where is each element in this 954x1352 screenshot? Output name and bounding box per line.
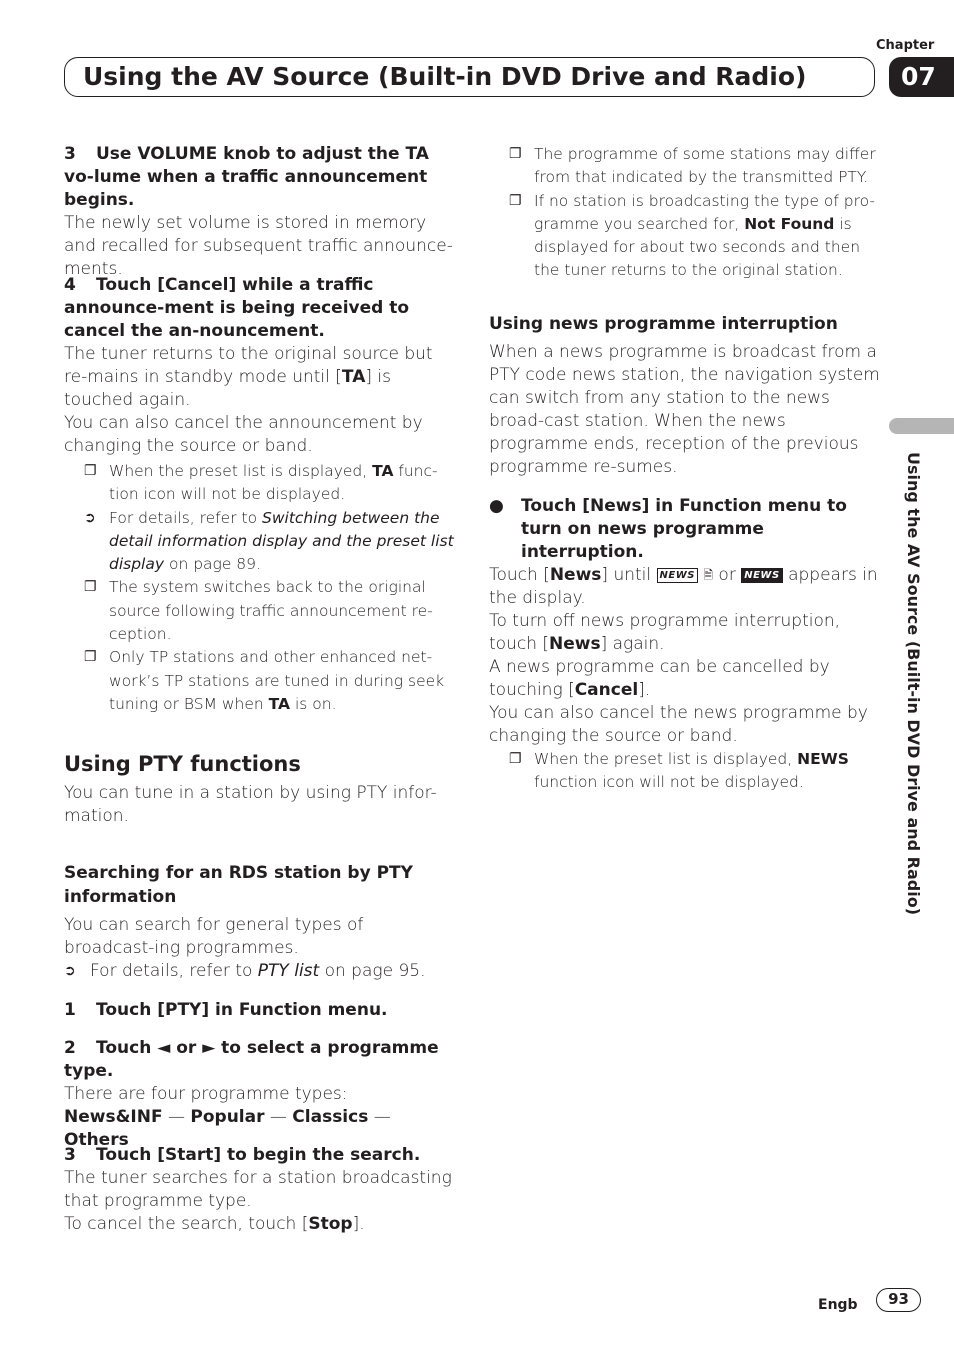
- footer-language: Engb: [818, 1297, 858, 1313]
- note-item: ❐ The system switches back to the original source following traffic announcement re-ception.: [84, 578, 433, 644]
- step-text: Touch [Cancel] while a traffic announce-ment is being received to cancel the an-nouncement.: [64, 275, 410, 341]
- bullet-step: ● Touch [News] in Function menu to turn on news programme interruption. Touch [News] until NEWS 🗎 or NEWS appears in the display. To turn off news programme interruption, touch [News] again. A news programme can be cancelled by touching [Cancel]. You can also cancel the news programme by changing the source or band. ❐ When the preset list is displayed, NEWS function icon will not be displayed.: [489, 495, 881, 795]
- square-check-icon: ❐: [509, 751, 522, 767]
- programme-types: News&INF — Popular — Classics — Others: [64, 1107, 391, 1150]
- step-body: The tuner returns to the original source but re-mains in standby mode until [TA] is touched again.: [64, 344, 433, 410]
- search-subsection: [64, 861, 454, 983]
- subsection-body: You can search for general types of broadcast-ing programmes.: [64, 915, 364, 958]
- pty-step-3: 3 Touch [Start] to begin the search. The tuner searches for a station broadcasting that programme type. To cancel the search, touch [Stop].: [64, 1144, 454, 1236]
- square-check-icon: ❐: [509, 146, 522, 162]
- touch-news-text: Touch [News] until NEWS 🗎 or NEWS appears in the display.: [489, 565, 878, 608]
- arrow-circle-icon: ➲: [84, 509, 96, 526]
- news-filled-icon: NEWS: [741, 568, 782, 583]
- chapter-label: Chapter: [876, 38, 935, 53]
- note-item: ❐ Only TP stations and other enhanced net-work’s TP stations are tuned in during seek tuning or BSM when TA is on.: [84, 648, 445, 713]
- square-check-icon: ❐: [84, 463, 97, 479]
- step-number: 3: [64, 144, 76, 164]
- subsection-heading: Searching for an RDS station by PTY information: [64, 863, 413, 907]
- note-item: ❐ When the preset list is displayed, NEWS function icon will not be displayed.: [509, 750, 849, 792]
- step-body: The tuner searches for a station broadcasting that programme type.: [64, 1168, 452, 1211]
- square-check-icon: ❐: [509, 192, 522, 209]
- section-heading: Using PTY functions: [64, 752, 301, 776]
- pty-step-2: 2 Touch ◄ or ► to select a programme type. There are four programme types: News&INF — Popular — Classics — Others: [64, 1037, 454, 1152]
- step-body: There are four programme types:: [64, 1084, 348, 1104]
- note-item: ❐ The programme of some stations may differ from that indicated by the transmitted PTY.: [509, 145, 876, 187]
- chapter-number-tab: 07: [889, 57, 954, 97]
- document-icon: 🗎: [703, 568, 714, 582]
- pty-step-1: 1 Touch [PTY] in Function menu.: [64, 1000, 388, 1020]
- square-check-icon: ❐: [84, 649, 97, 666]
- pty-section: [64, 751, 454, 828]
- step-body-cancel: To cancel the search, touch [Stop].: [64, 1214, 365, 1234]
- step-3: [64, 143, 454, 281]
- arrow-circle-icon: ➲: [64, 963, 76, 979]
- side-tab-marker: [889, 418, 954, 434]
- news-outline-icon: NEWS: [657, 568, 698, 583]
- notes-list: [64, 460, 454, 716]
- section-intro: You can tune in a station by using PTY infor-mation.: [64, 783, 437, 826]
- news-subsection: [489, 312, 881, 479]
- subsection-body: When a news programme is broadcast from a PTY code news station, the navigation system can switch from any station to the news broad-cast station. When the news programme ends, reception of the previous programme re-sumes.: [489, 342, 880, 477]
- subsection-heading: Using news programme interruption: [489, 314, 838, 334]
- step-text: Use VOLUME knob to adjust the TA vo-lume when a traffic announcement begins.: [64, 144, 429, 210]
- turn-off-text: To turn off news programme interruption, touch [News] again.: [489, 611, 841, 654]
- notes-list: [489, 143, 881, 283]
- page-title: Using the AV Source (Built-in DVD Drive and Radio): [83, 62, 807, 91]
- side-tab-label: Using the AV Source (Built-in DVD Drive and Radio): [904, 452, 923, 916]
- filled-circle-icon: ●: [489, 496, 504, 516]
- also-cancel-text: You can also cancel the news programme by changing the source or band.: [489, 703, 868, 746]
- page-number: 93: [876, 1288, 921, 1312]
- step-body: The newly set volume is stored in memory and recalled for subsequent traffic announce-ments.: [64, 213, 453, 279]
- step-number: 4: [64, 275, 76, 295]
- reference-item: ➲ For details, refer to Switching between the detail information display and the preset list display on page 89.: [84, 508, 454, 574]
- cancel-text: A news programme can be cancelled by touching [Cancel].: [489, 657, 830, 700]
- note-item: ❐ When the preset list is displayed, TA func-tion icon will not be displayed.: [84, 462, 438, 504]
- square-check-icon: ❐: [84, 579, 97, 596]
- step-4: [64, 274, 454, 458]
- reference-item: ➲ For details, refer to PTY list on page 95.: [64, 961, 426, 981]
- note-item: ❐ If no station is broadcasting the type of pro-gramme you searched for, Not Found is displayed for about two seconds and then the tuner returns to the original station.: [509, 191, 876, 280]
- page-title-box: [64, 57, 875, 97]
- step-body-2: You can also cancel the announcement by changing the source or band.: [64, 413, 423, 456]
